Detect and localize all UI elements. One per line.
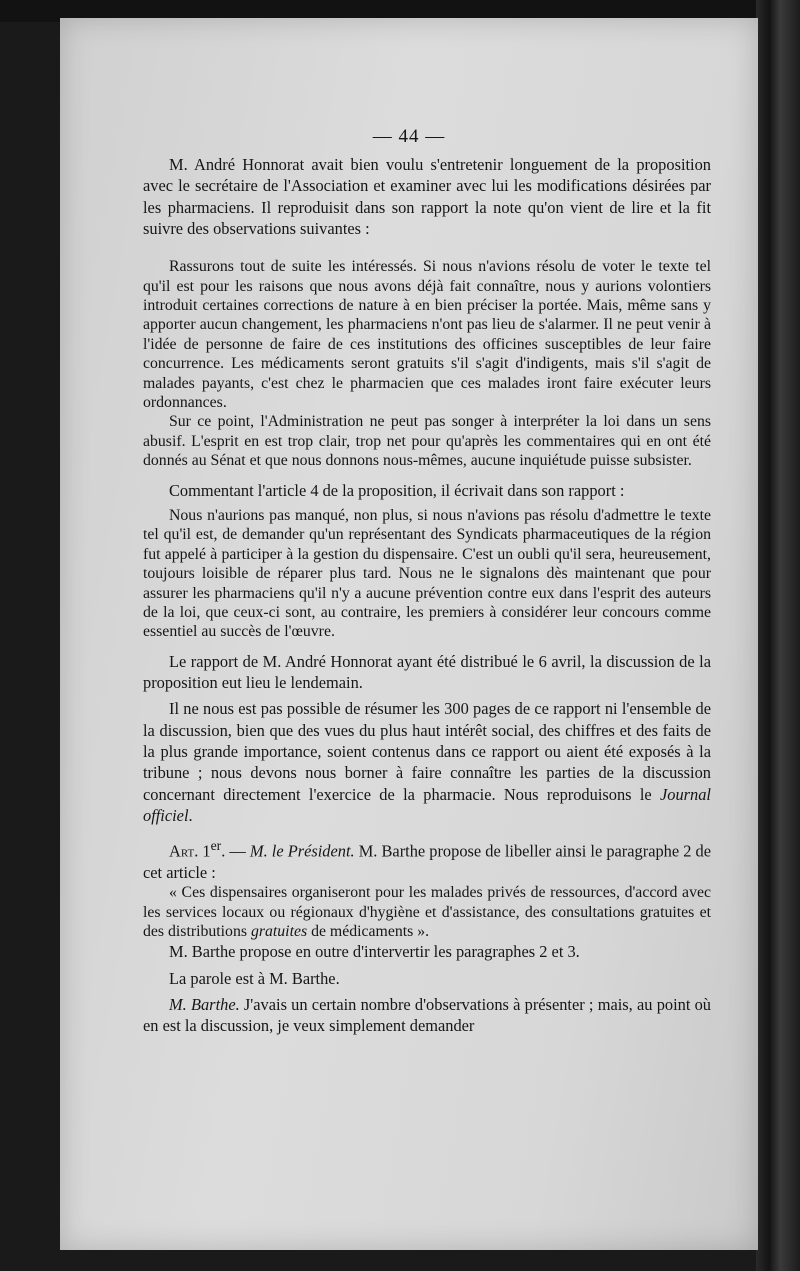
amendment-text: « Ces dispensaires organiseront pour les malades privés de ressources, d'accord avec les services locaux ou régionaux d'hygiène et d'assistance, des consultations gratuites et des distributions: [143, 884, 711, 941]
amendment-end: de médicaments ».: [307, 923, 430, 941]
article-text: M. Barthe propose de libeller ainsi le paragraphe 2 de cet article :: [143, 841, 711, 882]
paragraph-intro: M. André Honnorat avait bien voulu s'entretenir longuement de la proposition avec le secrétaire de l'Association et examiner avec lui les modifications désirées par les pharmaciens. Il reproduisit dans son rapport la note qu'on vient de lire et la fit suivre des observations suivantes :: [143, 155, 711, 238]
article-dash: . —: [221, 841, 250, 861]
quote-report-1: Rassurons tout de suite les intéressés. Si nous n'avions résolu de voter le texte tel qu'il est pour les raisons que nous avons déjà fait connaître, nous y aurions volontiers introduit certaines corrections de nature à en bien préciser la portée. Mais, même sans y apporter aucun changement, les pharmaciens n'ont pas lieu de s'alarmer. Il ne peut venir à l'idée de personne de faire de ces institutions des officines susceptibles de leur faire concurrence. Les médicaments seront gratuits s'il s'agit d'indigents, mais s'il s'agit de malades payants, c'est chez le pharmacien que ces malades iront faire exécuter leurs ordonnances.: [143, 258, 711, 412]
quote-report-2: Sur ce point, l'Administration ne peut pas songer à interpréter la loi dans un sens abusif. L'esprit en est trop clair, trop net pour qu'après les commentaires qui en ont été donnés au Sénat et que nous donnons nous-mêmes, aucune inquiétude puisse subsister.: [143, 413, 711, 470]
paragraph-discussion: [143, 698, 711, 826]
paragraph-parole: La parole est à M. Barthe.: [169, 968, 340, 988]
page-number: — 44 —: [372, 126, 446, 147]
quote-report-3: Nous n'aurions pas manqué, non plus, si nous n'avions pas résolu d'admettre le texte tel qu'il est, de demander qu'un représentant des Syndicats pharmaceutiques de la région fut appelé à participer à la gestion du dispensaire. C'est un oubli qu'il sera, heureusement, toujours loisible de réparer plus tard. Nous ne le signalons dès maintenant que pour assurer les pharmaciens qu'il n'y a aucune prévention contre eux dans l'esprit des auteurs de la loi, que ceux-ci sont, au contraire, les premiers à considérer leur concours comme essentiel au succès de l'œuvre.: [143, 506, 711, 641]
speaker-president: M. le Président.: [249, 841, 355, 861]
paragraph-barthe: [143, 994, 711, 1037]
paragraph-article-1: [143, 835, 711, 883]
book-page: [60, 18, 758, 1250]
paragraph-intervertir: M. Barthe propose en outre d'intervertir les paragraphes 2 et 3.: [169, 942, 580, 962]
paragraph-article-4: Commentant l'article 4 de la proposition, il écrivait dans son rapport :: [169, 480, 625, 500]
discussion-text: Il ne nous est pas possible de résumer les 300 pages de ce rapport ni l'ensemble de la discussion, bien que des vues du plus haut intérêt social, des chiffres et des faits de la plus grande importance, soient contenus dans ce rapport ou aient été exposés à la tribune ; nous devons nous borner à faire connaître les parties de la discussion concernant directement l'exercice de la pharmacie. Nous reproduisons le: [143, 699, 711, 804]
article-label: Art. 1: [169, 841, 211, 861]
page-text: [143, 154, 711, 1037]
speaker-barthe: M. Barthe.: [169, 995, 240, 1015]
discussion-end: .: [188, 805, 193, 825]
journal-officiel: Journal officiel: [143, 784, 711, 825]
amendment-gratuites: gratuites: [250, 923, 308, 941]
quote-amendment: [143, 883, 711, 941]
book-spine-edge: [756, 0, 800, 1271]
barthe-text: J'avais un certain nombre d'observations à présenter ; mais, au point où en est la discussion, je veux simplement demander: [143, 995, 712, 1036]
paragraph-distribution: Le rapport de M. André Honnorat ayant été distribué le 6 avril, la discussion de la proposition eut lieu le lendemain.: [143, 651, 711, 693]
article-sup: er: [210, 838, 222, 854]
